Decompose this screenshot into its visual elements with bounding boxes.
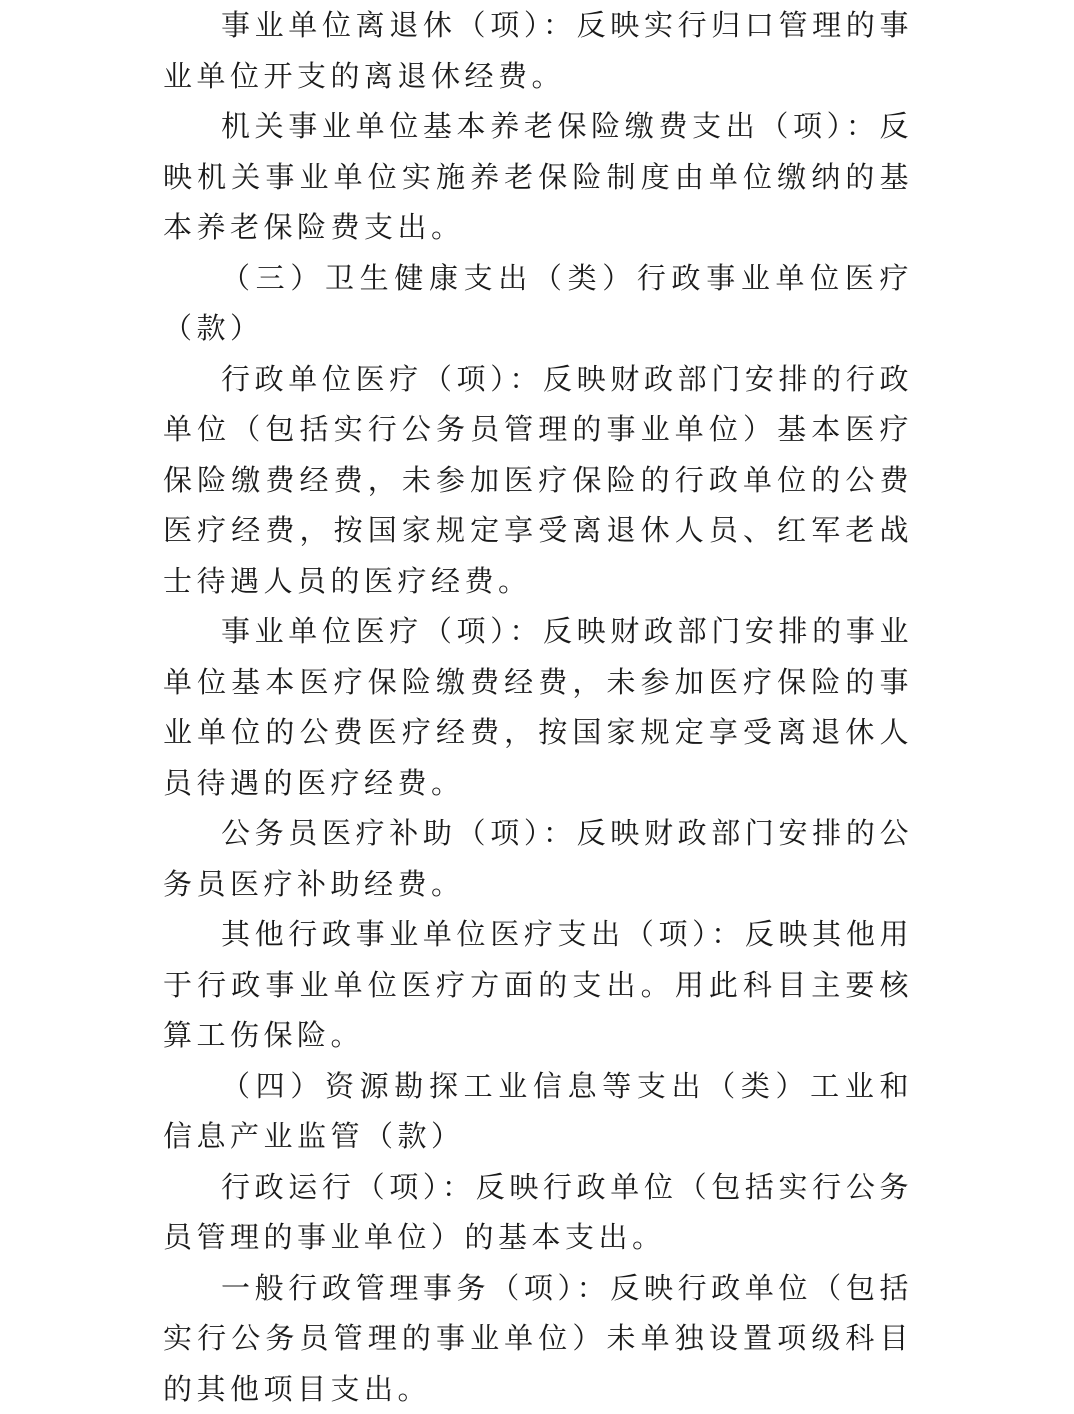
paragraph-civil-servant-medical-subsidy: 公务员医疗补助（项）：反映财政部门安排的公务员医疗补助经费。 <box>163 808 913 909</box>
paragraph-general-admin-affairs: 一般行政管理事务（项）：反映行政单位（包括实行公务员管理的事业单位）未单独设置项级科目的其他项目支出。 <box>163 1263 913 1414</box>
paragraph-other-medical: 其他行政事业单位医疗支出（项）：反映其他用于行政事业单位医疗方面的支出。用此科目主要核算工伤保险。 <box>163 909 913 1061</box>
paragraph-retirement-institution: 事业单位离退休（项）：反映实行归口管理的事业单位开支的离退休经费。 <box>163 0 913 101</box>
paragraph-admin-medical: 行政单位医疗（项）：反映财政部门安排的行政单位（包括实行公务员管理的事业单位）基本医疗保险缴费经费，未参加医疗保险的行政单位的公费医疗经费，按国家规定享受离退休人员、红军老战士待遇人员的医疗经费。 <box>163 354 913 607</box>
document-page <box>163 0 913 1414</box>
section-heading-health: （三）卫生健康支出（类）行政事业单位医疗（款） <box>163 253 913 354</box>
paragraph-institution-medical: 事业单位医疗（项）：反映财政部门安排的事业单位基本医疗保险缴费经费，未参加医疗保险的事业单位的公费医疗经费，按国家规定享受离退休人员待遇的医疗经费。 <box>163 606 913 808</box>
paragraph-pension-insurance: 机关事业单位基本养老保险缴费支出（项）：反映机关事业单位实施养老保险制度由单位缴纳的基本养老保险费支出。 <box>163 101 913 253</box>
section-heading-industry: （四）资源勘探工业信息等支出（类）工业和信息产业监管（款） <box>163 1061 913 1162</box>
paragraph-admin-operation: 行政运行（项）：反映行政单位（包括实行公务员管理的事业单位）的基本支出。 <box>163 1162 913 1263</box>
